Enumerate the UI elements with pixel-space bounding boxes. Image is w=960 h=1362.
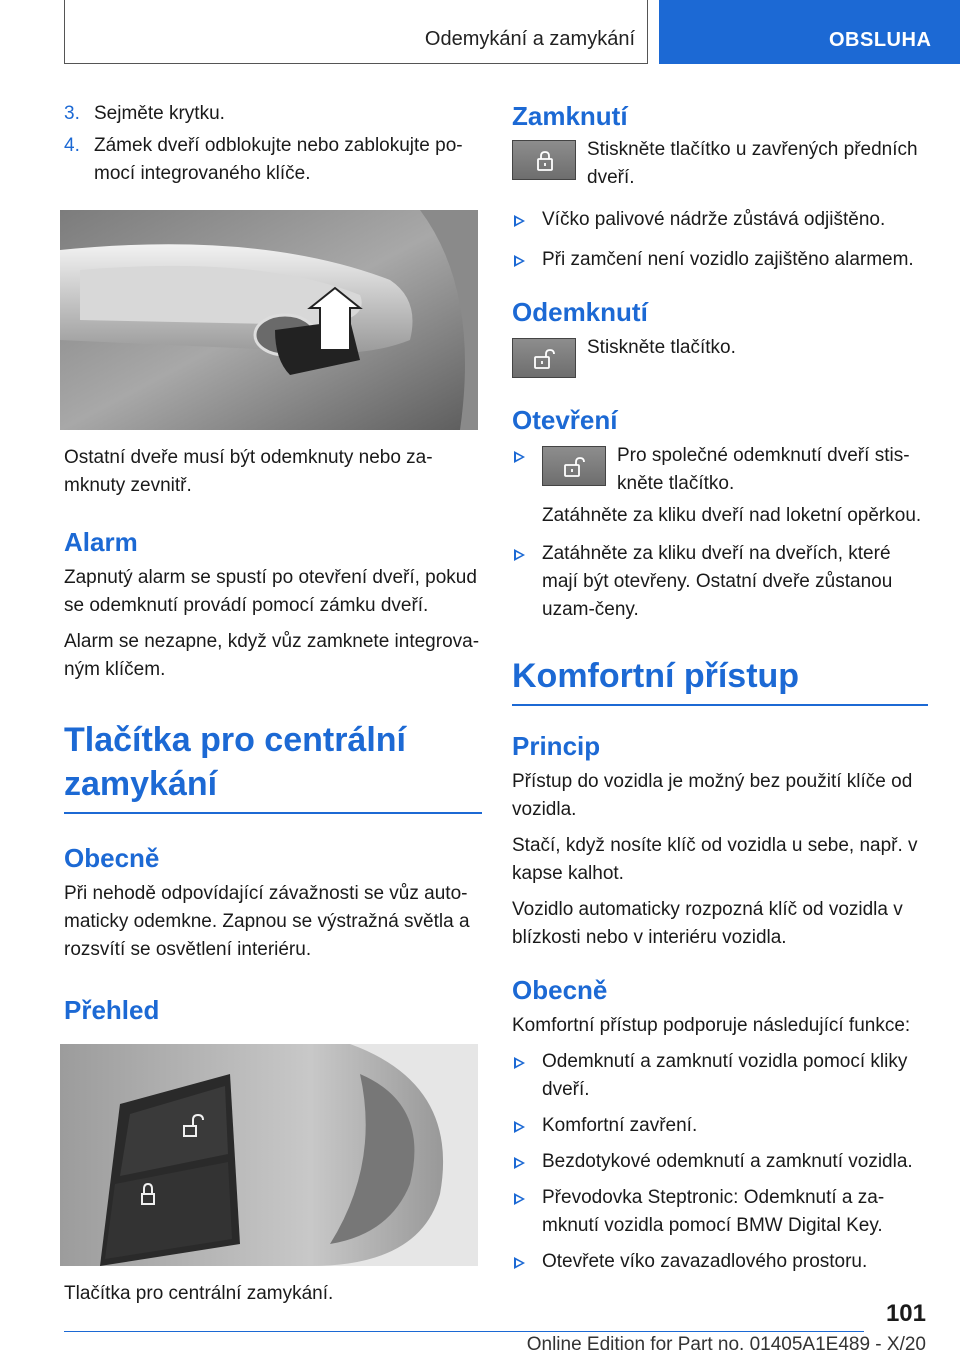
lock-icon (512, 140, 576, 180)
function-text: Převodovka Steptronic: Odemknutí a za-mknutí vozidla pomocí BMW Digital Key. (542, 1187, 885, 1236)
function-text: Odemknutí a zamknutí vozidla pomocí kliky dveří. (542, 1051, 908, 1100)
step-item (64, 132, 482, 188)
header-title: Odemykání a zamykání (424, 28, 635, 50)
triangle-bullet-icon (514, 549, 525, 561)
bullet-text: Zatáhněte za kliku dveří na dveřích, které mají být otevřeny. Ostatní dveře zůstanou uzam-čeny. (542, 543, 893, 620)
triangle-bullet-icon (514, 1121, 525, 1133)
principle-paragraph-2: Stačí, když nosíte klíč od vozidla u sebe, např. v kapse kalhot. (512, 835, 918, 884)
function-text: Otevřete víko zavazadlového prostoru. (542, 1251, 868, 1272)
header-section: OBSLUHA (829, 29, 932, 51)
overview-heading: Přehled (64, 995, 160, 1025)
open-bullet (512, 442, 928, 498)
lock-bullet (512, 206, 928, 234)
bullet-text: Při zamčení není vozidlo zajištěno alarmem. (542, 249, 914, 270)
footer-edition: Online Edition for Part no. 01405A1E489 - X/20 (526, 1334, 926, 1355)
principle-heading: Princip (512, 731, 601, 761)
general-text: Při nehodě odpovídající závažnosti se vůz auto-maticky odemkne. Zapnou se výstražná světla a rozsvítí se osvětlení interiéru. (64, 883, 470, 960)
function-item (512, 1112, 928, 1140)
comfort-access-heading: Komfortní přístup (512, 654, 928, 706)
open-sub-text: Zatáhněte za kliku dveří nad loketní opěrkou. (542, 505, 922, 526)
triangle-bullet-icon (514, 1193, 525, 1205)
unlock-heading: Odemknutí (512, 297, 648, 327)
central-locking-buttons-photo (60, 1044, 478, 1266)
alarm-paragraph-2: Alarm se nezapne, když vůz zamknete integrova-ným klíčem. (64, 631, 480, 680)
after-photo-text: Ostatní dveře musí být odemknuty nebo za-mknuty zevnitř. (64, 447, 433, 496)
function-text: Bezdotykové odemknutí a zamknutí vozidla. (542, 1151, 913, 1172)
step-number: 4. (64, 135, 80, 156)
lock-heading: Zamknutí (512, 101, 628, 131)
unlock-button-row (512, 334, 928, 390)
function-item (512, 1184, 928, 1240)
photo-caption: Tlačítka pro centrální zamykání. (64, 1283, 334, 1304)
function-text: Komfortní zavření. (542, 1115, 698, 1136)
right-column (512, 100, 928, 1284)
triangle-bullet-icon (514, 255, 525, 267)
page-number: 101 (885, 1300, 926, 1327)
general-text-2: Komfortní přístup podporuje následující funkce: (512, 1015, 911, 1036)
lock-instruction: Stiskněte tlačítko u zavřených předních dveří. (587, 139, 918, 188)
open-heading: Otevření (512, 405, 618, 435)
door-lock-photo (60, 210, 478, 430)
triangle-bullet-icon (514, 1157, 525, 1169)
principle-paragraph-3: Vozidlo automaticky rozpozná klíč od vozidla v blízkosti nebo v interiéru vozidla. (512, 899, 903, 948)
unlock-icon (512, 338, 576, 378)
general-heading-2: Obecně (512, 975, 608, 1005)
left-column (64, 100, 482, 1308)
lock-bullet (512, 246, 928, 274)
unlock-instruction: Stiskněte tlačítko. (587, 337, 736, 358)
triangle-bullet-icon (514, 1057, 525, 1069)
lock-button-row (512, 136, 928, 192)
open-bullet (512, 540, 928, 624)
function-item (512, 1048, 928, 1104)
header-title-box (64, 0, 648, 64)
function-item (512, 1148, 928, 1176)
alarm-heading: Alarm (64, 527, 138, 557)
central-locking-heading: Tlačítka pro centrální zamykání (64, 718, 482, 814)
step-item (64, 100, 482, 128)
step-number: 3. (64, 103, 80, 124)
triangle-bullet-icon (514, 215, 525, 227)
function-item (512, 1248, 928, 1276)
general-heading: Obecně (64, 843, 160, 873)
triangle-bullet-icon (514, 1257, 525, 1269)
footer-divider (64, 1331, 864, 1332)
open-button-instruction: Pro společné odemknutí dveří stis-kněte tlačítko. (617, 445, 910, 494)
step-text: Sejměte krytku. (94, 103, 225, 124)
unlock-icon (542, 446, 606, 486)
principle-paragraph-1: Přístup do vozidla je možný bez použití klíče od vozidla. (512, 771, 913, 820)
step-text: Zámek dveří odblokujte nebo zablokujte po-mocí integrovaného klíče. (94, 135, 463, 184)
triangle-bullet-icon (514, 451, 525, 463)
bullet-text: Víčko palivové nádrže zůstává odjištěno. (542, 209, 886, 230)
alarm-paragraph-1: Zapnutý alarm se spustí po otevření dveří, pokud se odemknutí provádí pomocí zámku dveří. (64, 567, 477, 616)
